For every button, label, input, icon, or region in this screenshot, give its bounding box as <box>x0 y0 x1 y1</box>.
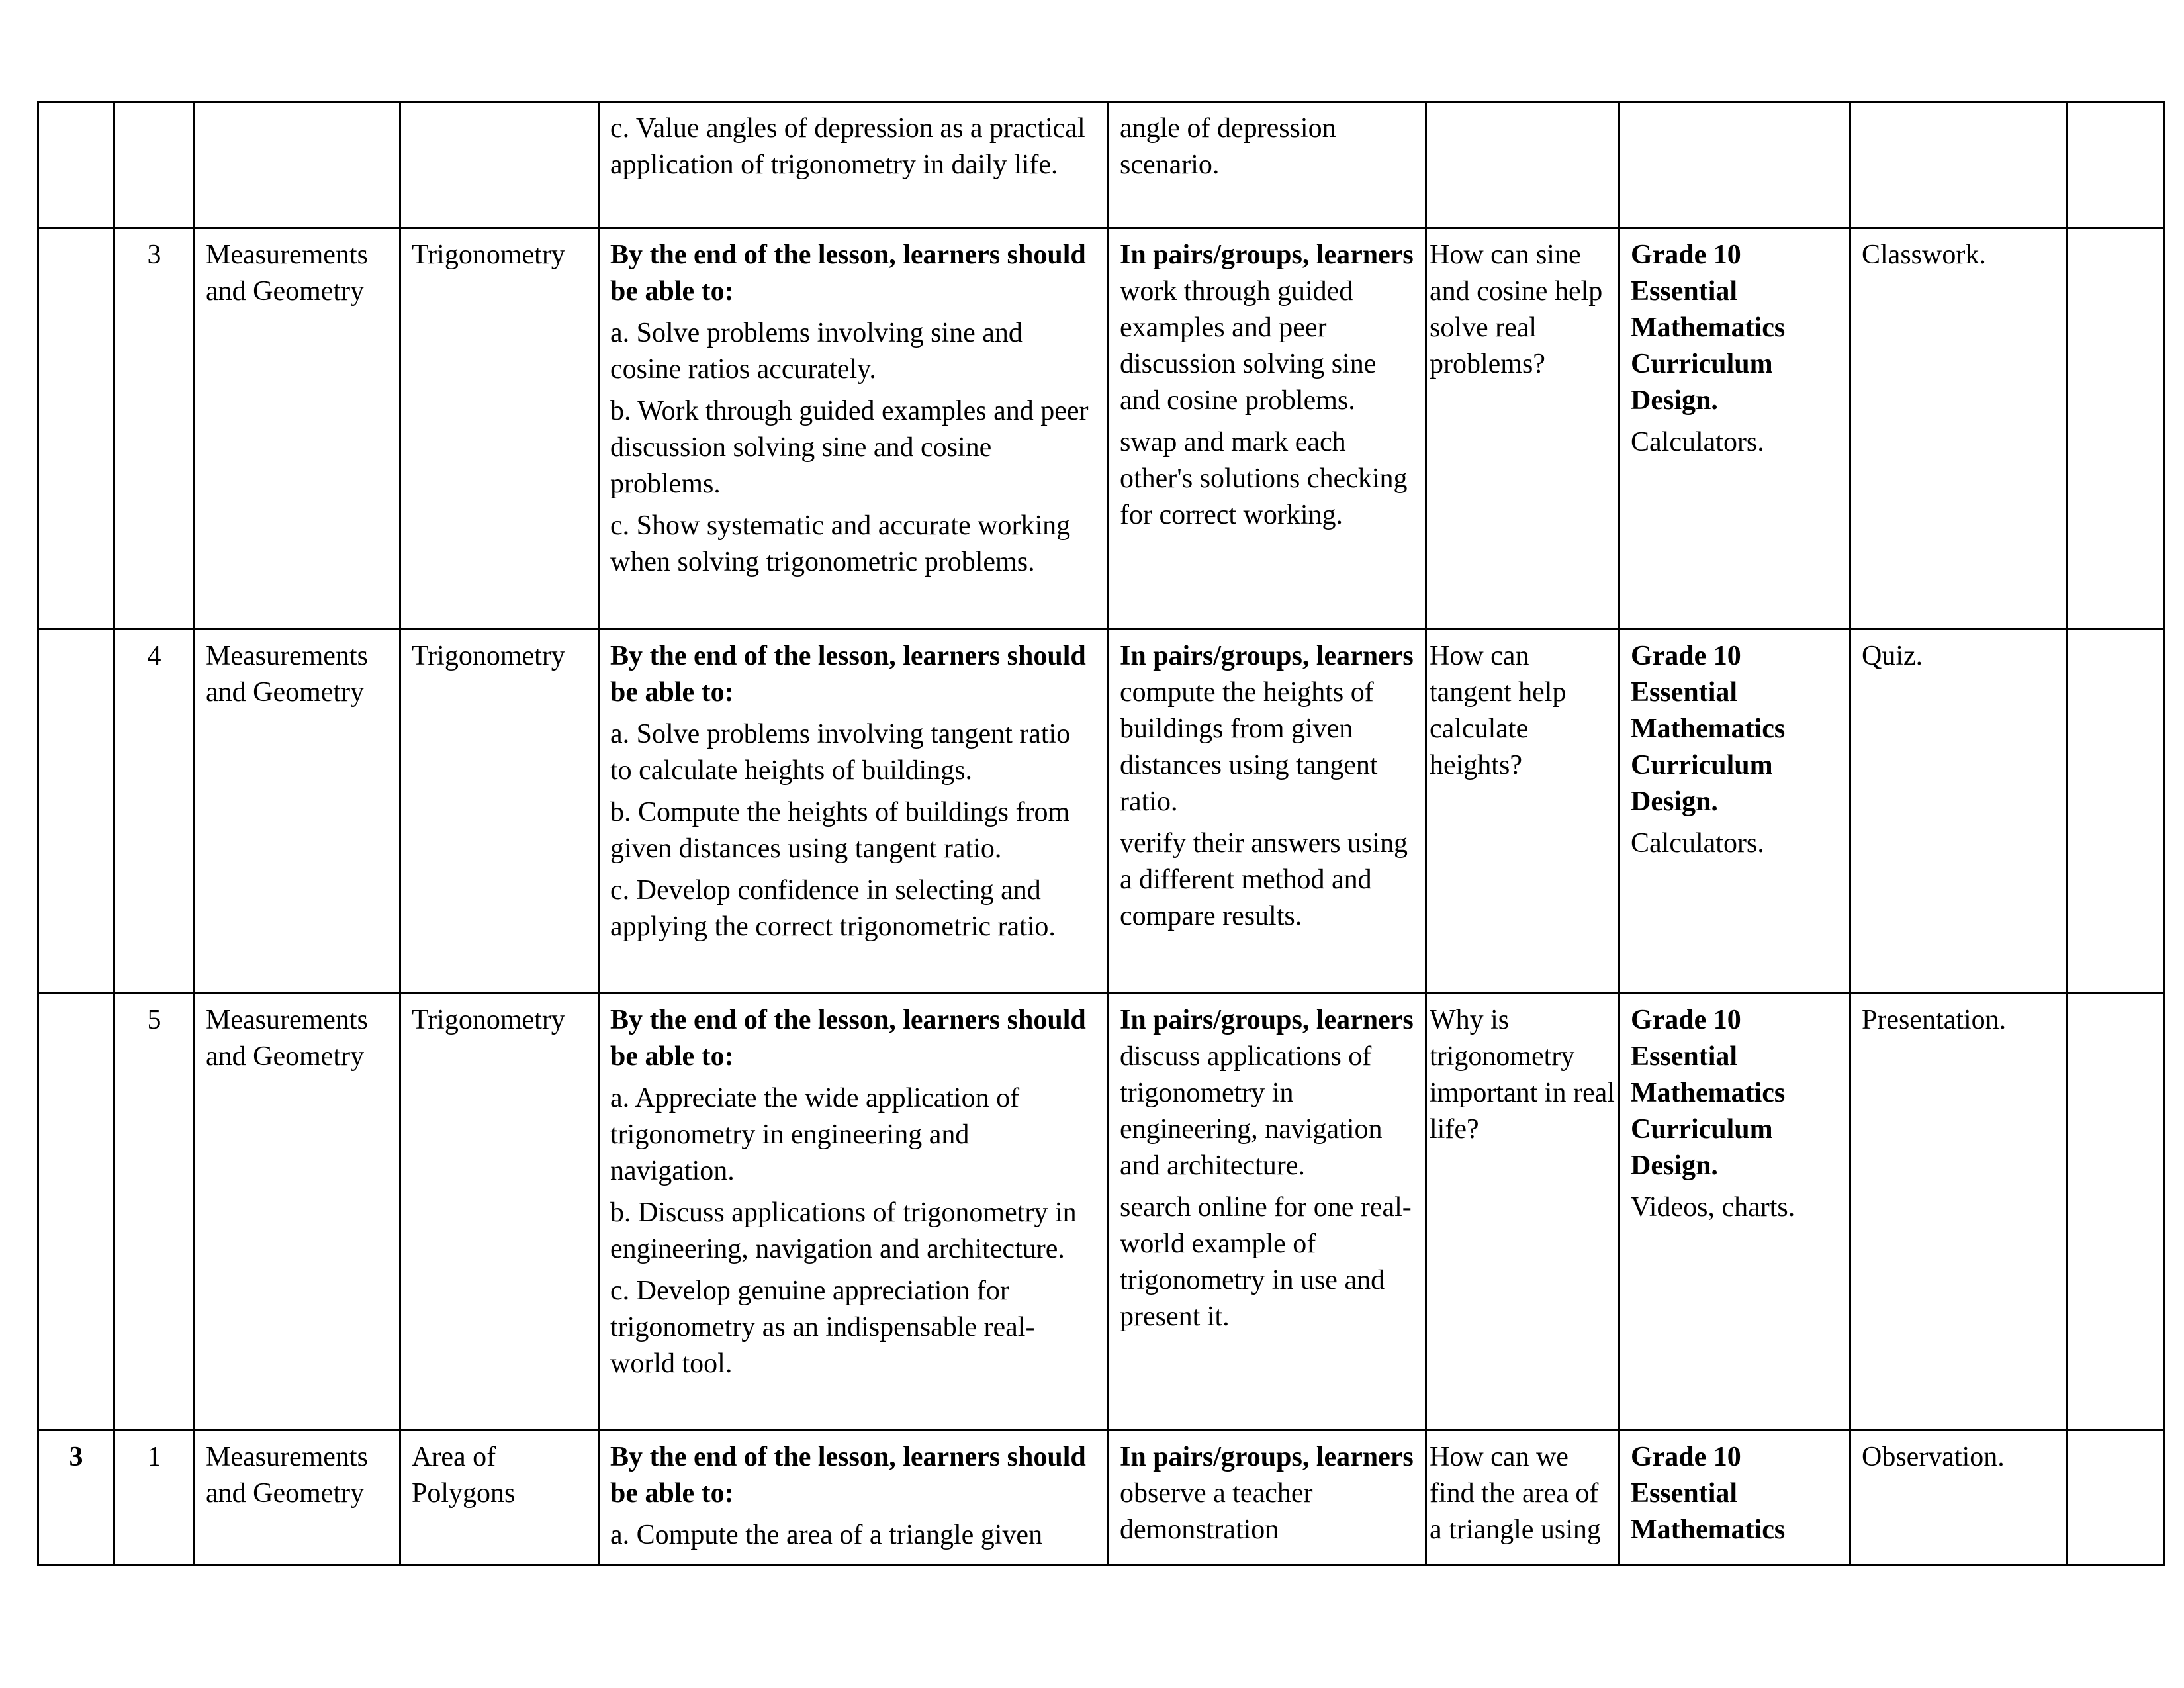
table-row <box>38 994 2164 1430</box>
experience-lead: In pairs/groups, learners <box>1120 240 1414 270</box>
sub-strand-text: Trigonometry <box>412 641 565 671</box>
sub-strand-cell <box>400 994 599 1430</box>
scheme-of-work-table <box>37 101 2165 1566</box>
assessment-method: Classwork. <box>1862 240 1986 270</box>
strand-cell <box>195 102 400 228</box>
experience-lead: In pairs/groups, learners <box>1120 1005 1414 1035</box>
experience-item: verify their answers using a different method and compare results. <box>1120 828 1408 931</box>
inquiry-question-cell <box>1426 1430 1619 1566</box>
outcome-item: b. Discuss applications of trigonometry in engineering, navigation and architecture. <box>610 1197 1077 1264</box>
strand-cell <box>195 228 400 630</box>
learning-resources-cell <box>1619 102 1850 228</box>
inquiry-question-cell <box>1426 228 1619 630</box>
lesson-cell <box>114 630 195 994</box>
inquiry-question: How can sine and cosine help solve real problems? <box>1430 240 1603 379</box>
learning-outcomes-cell <box>599 630 1109 994</box>
experience-lead: In pairs/groups, learners <box>1120 1442 1414 1472</box>
learning-experiences-cell <box>1109 630 1426 994</box>
reflection-cell <box>2068 102 2164 228</box>
outcome-item: a. Solve problems involving tangent ratio to calculate heights of buildings. <box>610 719 1071 786</box>
table-row <box>38 1430 2164 1566</box>
inquiry-question-cell <box>1426 630 1619 994</box>
inquiry-question: How can we find the area of a triangle using <box>1430 1442 1601 1545</box>
week-cell <box>38 1430 114 1566</box>
outcome-item: a. Compute the area of a triangle given <box>610 1520 1043 1550</box>
learning-resources-cell <box>1619 630 1850 994</box>
reflection-cell <box>2068 630 2164 994</box>
experience-main <box>1120 1439 1414 1548</box>
outcomes-heading: By the end of the lesson, learners should be able to: <box>610 1005 1086 1072</box>
reflection-cell <box>2068 228 2164 630</box>
learning-outcomes-cell <box>599 102 1109 228</box>
lesson-cell <box>114 102 195 228</box>
experience-item: search online for one real-world example of trigonometry in use and present it. <box>1120 1192 1412 1332</box>
outcome-item: c. Value angles of depression as a practical application of trigonometry in daily life. <box>610 113 1085 180</box>
sub-strand-cell <box>400 102 599 228</box>
resource-curriculum: Grade 10 Essential Mathematics Curriculum Design. <box>1631 240 1786 416</box>
experience-text: observe a teacher demonstration <box>1120 1478 1313 1545</box>
week-cell <box>38 630 114 994</box>
outcome-item: a. Solve problems involving sine and cosine ratios accurately. <box>610 318 1023 385</box>
learning-outcomes-cell <box>599 994 1109 1430</box>
resource-materials: Calculators. <box>1631 828 1764 859</box>
inquiry-question: How can tangent help calculate heights? <box>1430 641 1567 780</box>
learning-experiences-cell <box>1109 228 1426 630</box>
sub-strand-text: Trigonometry <box>412 1005 565 1035</box>
lesson-number: 1 <box>147 1442 161 1472</box>
strand-cell <box>195 630 400 994</box>
assessment-method: Presentation. <box>1862 1005 2007 1035</box>
sub-strand-cell <box>400 630 599 994</box>
experience-text: work through guided examples and peer discussion solving sine and cosine problems. <box>1120 276 1377 416</box>
sub-strand-text: Trigonometry <box>412 240 565 270</box>
lesson-number: 3 <box>147 240 161 270</box>
resource-materials: Videos, charts. <box>1631 1192 1796 1223</box>
lesson-number: 5 <box>147 1005 161 1035</box>
outcome-item: b. Work through guided examples and peer discussion solving sine and cosine problems. <box>610 396 1089 499</box>
learning-experiences-cell <box>1109 1430 1426 1566</box>
assessment-cell <box>1850 102 2068 228</box>
learning-resources-cell <box>1619 228 1850 630</box>
lesson-cell <box>114 228 195 630</box>
experience-main <box>1120 1002 1414 1184</box>
strand-cell <box>195 994 400 1430</box>
learning-outcomes-cell <box>599 1430 1109 1566</box>
inquiry-question-cell <box>1426 994 1619 1430</box>
assessment-cell <box>1850 994 2068 1430</box>
learning-resources-cell <box>1619 994 1850 1430</box>
reflection-cell <box>2068 994 2164 1430</box>
experience-text: compute the heights of buildings from given distances using tangent ratio. <box>1120 677 1378 817</box>
strand-text: Measurements and Geometry <box>206 1442 368 1509</box>
outcomes-heading: By the end of the lesson, learners should be able to: <box>610 240 1086 306</box>
lesson-cell <box>114 994 195 1430</box>
experience-lead: In pairs/groups, learners <box>1120 641 1414 671</box>
outcome-item: c. Show systematic and accurate working when solving trigonometric problems. <box>610 510 1071 577</box>
experience-main <box>1120 638 1414 820</box>
sub-strand-text: Area of Polygons <box>412 1442 516 1509</box>
strand-cell <box>195 1430 400 1566</box>
resource-materials: Calculators. <box>1631 427 1764 457</box>
sub-strand-cell <box>400 228 599 630</box>
strand-text: Measurements and Geometry <box>206 1005 368 1072</box>
week-cell <box>38 228 114 630</box>
resource-curriculum: Grade 10 Essential Mathematics Curriculum Design. <box>1631 1005 1786 1181</box>
assessment-cell <box>1850 1430 2068 1566</box>
reflection-cell <box>2068 1430 2164 1566</box>
table-row <box>38 630 2164 994</box>
table-row <box>38 102 2164 228</box>
week-number: 3 <box>69 1442 83 1472</box>
lesson-number: 4 <box>147 641 161 671</box>
assessment-method: Observation. <box>1862 1442 2005 1472</box>
table-body <box>38 102 2164 1566</box>
experience-item: angle of depression scenario. <box>1120 113 1336 180</box>
inquiry-question-cell <box>1426 102 1619 228</box>
assessment-cell <box>1850 228 2068 630</box>
learning-outcomes-cell <box>599 228 1109 630</box>
strand-text: Measurements and Geometry <box>206 240 368 306</box>
experience-main <box>1120 237 1414 419</box>
learning-experiences-cell <box>1109 102 1426 228</box>
assessment-method: Quiz. <box>1862 641 1923 671</box>
resource-curriculum: Grade 10 Essential Mathematics Curriculum Design. <box>1631 641 1786 817</box>
experience-item: swap and mark each other's solutions checking for correct working. <box>1120 427 1408 530</box>
outcome-item: c. Develop genuine appreciation for trigonometry as an indispensable real-world tool. <box>610 1276 1035 1379</box>
strand-text: Measurements and Geometry <box>206 641 368 708</box>
outcomes-heading: By the end of the lesson, learners should be able to: <box>610 1442 1086 1509</box>
outcome-item: b. Compute the heights of buildings from given distances using tangent ratio. <box>610 797 1070 864</box>
table-row <box>38 228 2164 630</box>
outcome-item: c. Develop confidence in selecting and applying the correct trigonometric ratio. <box>610 875 1056 942</box>
outcomes-heading: By the end of the lesson, learners should be able to: <box>610 641 1086 708</box>
learning-experiences-cell <box>1109 994 1426 1430</box>
outcome-item: a. Appreciate the wide application of trigonometry in engineering and navigation. <box>610 1083 1020 1186</box>
resource-curriculum: Grade 10 Essential Mathematics <box>1631 1442 1786 1545</box>
inquiry-question: Why is trigonometry important in real life? <box>1430 1005 1615 1145</box>
week-cell <box>38 994 114 1430</box>
week-cell <box>38 102 114 228</box>
assessment-cell <box>1850 630 2068 994</box>
experience-text: discuss applications of trigonometry in engineering, navigation and architecture. <box>1120 1041 1383 1181</box>
lesson-cell <box>114 1430 195 1566</box>
sub-strand-cell <box>400 1430 599 1566</box>
learning-resources-cell <box>1619 1430 1850 1566</box>
